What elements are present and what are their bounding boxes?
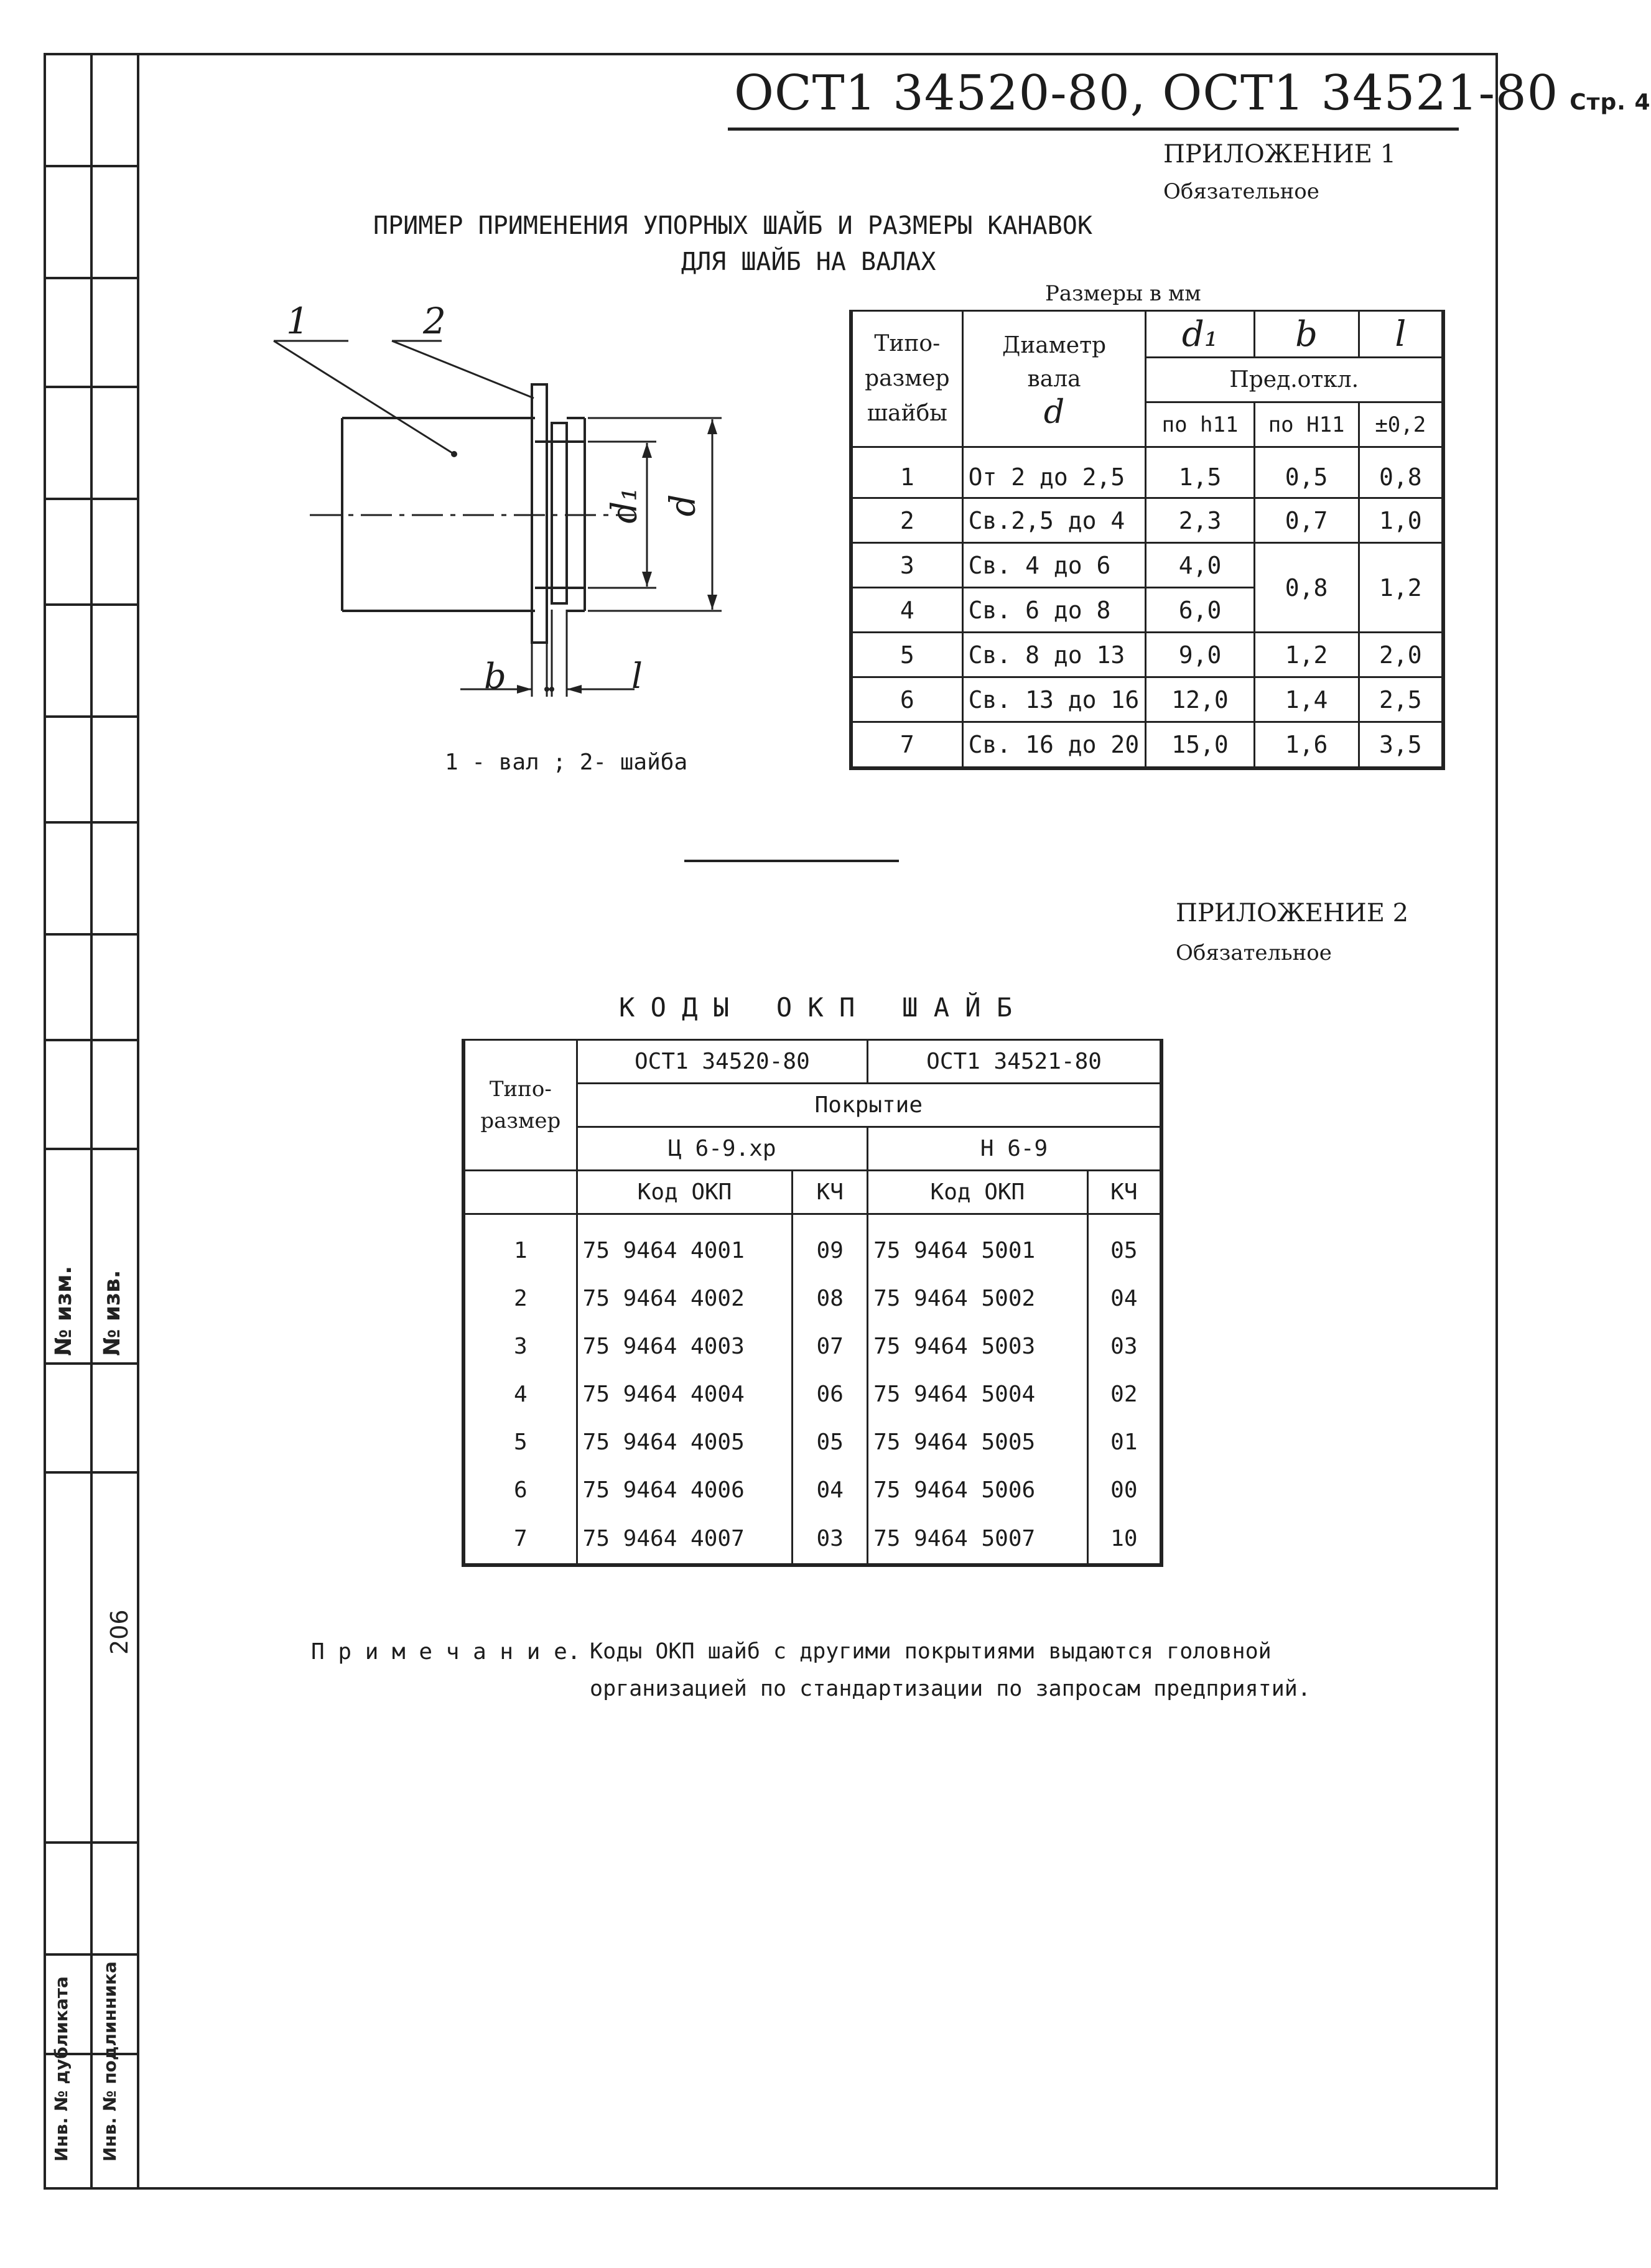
row-type: 4 — [463, 1370, 577, 1418]
strip-izm-label: № изм. — [51, 1265, 77, 1356]
note-label: П р и м е ч а н и е. — [311, 1639, 581, 1665]
strip-original-label: Инв. № подлинника — [100, 1961, 120, 2162]
col-header-diameter-line1: Диаметр — [1002, 333, 1107, 358]
row-d1: 1,5 — [1146, 457, 1254, 498]
table-row — [851, 457, 1443, 498]
row-kch2: 03 — [1087, 1322, 1161, 1370]
figure-dim-l: l — [631, 656, 643, 697]
row-kch2: 10 — [1087, 1514, 1161, 1565]
row-l: 2,5 — [1359, 677, 1443, 722]
row-l: 3,5 — [1359, 722, 1443, 768]
row-kch2: 01 — [1087, 1418, 1161, 1466]
row-type: 6 — [851, 677, 962, 722]
row-d1: 12,0 — [1146, 677, 1254, 722]
row-code1: 75 9464 4003 — [577, 1322, 793, 1370]
table-row — [851, 498, 1443, 543]
note-line1: Коды ОКП шайб с другими покрытиями выдаются головной — [590, 1639, 1272, 1664]
section-separator — [684, 860, 899, 862]
col-header-d1: d₁ — [1146, 311, 1254, 358]
washer-body — [532, 384, 547, 643]
appendix2-label: ПРИЛОЖЕНИЕ 2 — [1176, 899, 1409, 927]
col-header-type-line1: Типо- — [874, 331, 941, 357]
row-b: 1,4 — [1254, 677, 1359, 722]
table-row — [463, 1275, 1161, 1322]
row-code2: 75 9464 5002 — [868, 1275, 1088, 1322]
row-code1: 75 9464 4006 — [577, 1466, 793, 1514]
appendix2-title: К О Д Ы О К П Ш А Й Б — [619, 992, 1013, 1023]
row-kch1: 07 — [793, 1322, 868, 1370]
figure-callout-1: 1 — [286, 300, 309, 342]
std1-header: ОСТ1 34520-80 — [577, 1040, 867, 1084]
tolerance-b: по H11 — [1254, 402, 1359, 447]
appendix2-status: Обязательное — [1176, 941, 1332, 965]
std2-header: ОСТ1 34521-80 — [868, 1040, 1161, 1084]
col-header-type — [851, 311, 962, 447]
row-code2: 75 9464 5007 — [868, 1514, 1088, 1565]
note-line2: организацией по стандартизации по запросам предприятий. — [590, 1676, 1311, 1701]
row-b: 1,6 — [1254, 722, 1359, 768]
callout1-leader — [274, 341, 454, 454]
row-type: 1 — [851, 457, 962, 498]
tolerance-header: Пред.откл. — [1146, 358, 1443, 402]
table-row — [463, 1418, 1161, 1466]
kch1-header: КЧ — [793, 1171, 868, 1214]
appendix1-title-line2: ДЛЯ ШАЙБ НА ВАЛАХ — [681, 248, 936, 276]
row-type: 1 — [463, 1227, 577, 1275]
row-l: 0,8 — [1359, 457, 1443, 498]
row-code1: 75 9464 4001 — [577, 1227, 793, 1275]
row-kch1: 05 — [793, 1418, 868, 1466]
row-kch1: 09 — [793, 1227, 868, 1275]
row-diameter: Св. 8 до 13 — [962, 633, 1146, 677]
col-header-b: b — [1254, 311, 1359, 358]
col-header-diameter — [962, 311, 1146, 447]
row-code1: 75 9464 4007 — [577, 1514, 793, 1565]
row-kch2: 05 — [1087, 1227, 1161, 1275]
strip-sheet-number: 206 — [106, 1609, 133, 1655]
row-diameter: От 2 до 2,5 — [962, 457, 1146, 498]
row-kch1: 03 — [793, 1514, 868, 1565]
row-kch2: 02 — [1087, 1370, 1161, 1418]
figure-dim-d1: d₁ — [604, 487, 645, 524]
row-code1: 75 9464 4005 — [577, 1418, 793, 1466]
callout2-leader — [392, 341, 534, 398]
row-l: 1,0 — [1359, 498, 1443, 543]
row-diameter: Св. 4 до 6 — [962, 543, 1146, 588]
row-kch1: 06 — [793, 1370, 868, 1418]
row-type: 5 — [463, 1418, 577, 1466]
row-code2: 75 9464 5003 — [868, 1322, 1088, 1370]
coating-header: Покрытие — [577, 1084, 1161, 1127]
row-diameter: Св. 13 до 16 — [962, 677, 1146, 722]
table-row — [851, 722, 1443, 768]
coating2: Н 6-9 — [868, 1127, 1161, 1171]
row-d1: 9,0 — [1146, 633, 1254, 677]
appendix1-title-line1: ПРИМЕР ПРИМЕНЕНИЯ УПОРНЫХ ШАЙБ И РАЗМЕРЫ КАНАВОК — [373, 211, 1092, 240]
tolerance-l: ±0,2 — [1359, 402, 1443, 447]
row-kch2: 00 — [1087, 1466, 1161, 1514]
table-row — [851, 677, 1443, 722]
shaft-groove — [552, 423, 567, 603]
col-header-type-line2: размер — [865, 366, 950, 392]
row-code1: 75 9464 4002 — [577, 1275, 793, 1322]
row-kch1: 04 — [793, 1466, 868, 1514]
row-d1: 2,3 — [1146, 498, 1254, 543]
standard-title: ОСТ1 34520-80, ОСТ1 34521-80 — [734, 65, 1559, 121]
row-l: 2,0 — [1359, 633, 1443, 677]
row-b: 0,8 — [1254, 543, 1359, 633]
header-rule — [728, 128, 1459, 131]
row-l: 1,2 — [1359, 543, 1443, 633]
row-b: 1,2 — [1254, 633, 1359, 677]
code1-header: Код ОКП — [577, 1171, 793, 1214]
strip-duplicate-label: Инв. № дубликата — [51, 1976, 72, 2162]
groove-dimensions-table — [849, 310, 1445, 770]
table-row — [463, 1322, 1161, 1370]
strip-izv-label: № изв. — [100, 1270, 125, 1356]
row-kch2: 04 — [1087, 1275, 1161, 1322]
appendix1-status: Обязательное — [1163, 179, 1319, 204]
row-d1: 15,0 — [1146, 722, 1254, 768]
row-code2: 75 9464 5004 — [868, 1370, 1088, 1418]
units-label: Размеры в мм — [1045, 281, 1201, 306]
figure-dim-d: d — [663, 494, 704, 517]
row-code2: 75 9464 5005 — [868, 1418, 1088, 1466]
col-header-type-line2: размер — [480, 1108, 561, 1133]
row-type: 2 — [463, 1275, 577, 1322]
figure-caption: 1 - вал ; 2- шайба — [445, 750, 688, 775]
col-header-diameter-symbol: d — [1043, 394, 1065, 431]
col-header-l: l — [1359, 311, 1443, 358]
row-diameter: Св. 6 до 8 — [962, 588, 1146, 633]
row-type: 3 — [463, 1322, 577, 1370]
coating1: Ц 6-9.хр — [577, 1127, 867, 1171]
row-b: 0,5 — [1254, 457, 1359, 498]
okp-codes-table — [462, 1039, 1163, 1567]
col-header-type-line3: шайбы — [867, 400, 947, 426]
kch2-header: КЧ — [1087, 1171, 1161, 1214]
document-header — [734, 65, 1651, 121]
col-header-type-line1: Типо- — [489, 1076, 552, 1102]
row-code2: 75 9464 5001 — [868, 1227, 1088, 1275]
page-number: Стр. 4 — [1570, 90, 1651, 115]
table-row — [463, 1370, 1161, 1418]
tolerance-d1: по h11 — [1146, 402, 1254, 447]
row-d1: 6,0 — [1146, 588, 1254, 633]
row-type: 7 — [463, 1514, 577, 1565]
figure-dim-b: b — [484, 656, 506, 697]
row-type: 2 — [851, 498, 962, 543]
row-type: 6 — [463, 1466, 577, 1514]
row-diameter: Св. 16 до 20 — [962, 722, 1146, 768]
code2-header: Код ОКП — [868, 1171, 1088, 1214]
figure-callout-2: 2 — [423, 300, 446, 342]
row-type: 5 — [851, 633, 962, 677]
table-row — [851, 633, 1443, 677]
col-header-type — [463, 1040, 577, 1171]
row-code2: 75 9464 5006 — [868, 1466, 1088, 1514]
row-d1: 4,0 — [1146, 543, 1254, 588]
col-header-diameter-line2: вала — [1027, 366, 1081, 392]
row-diameter: Св.2,5 до 4 — [962, 498, 1146, 543]
table-row — [463, 1514, 1161, 1565]
row-kch1: 08 — [793, 1275, 868, 1322]
row-code1: 75 9464 4004 — [577, 1370, 793, 1418]
table-row — [463, 1227, 1161, 1275]
table-row — [851, 543, 1443, 588]
row-type: 3 — [851, 543, 962, 588]
row-type: 4 — [851, 588, 962, 633]
table-row — [463, 1466, 1161, 1514]
row-b: 0,7 — [1254, 498, 1359, 543]
row-type: 7 — [851, 722, 962, 768]
appendix1-label: ПРИЛОЖЕНИЕ 1 — [1163, 140, 1397, 169]
